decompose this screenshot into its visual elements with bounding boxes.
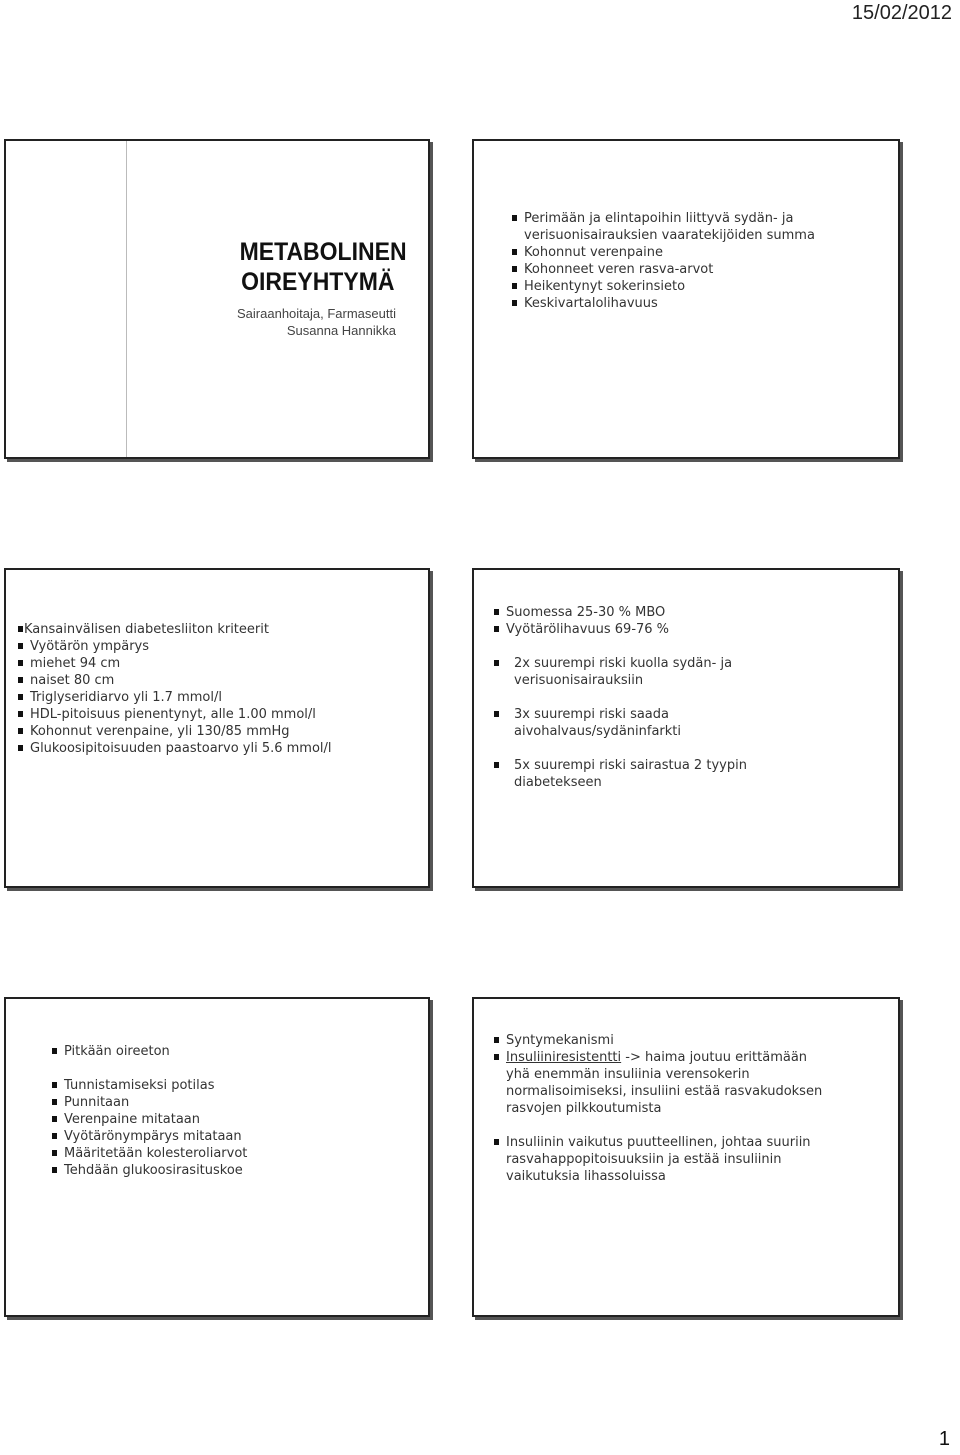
- sub-bullet-list: [492, 1049, 892, 1185]
- slide-4-content: [492, 604, 892, 791]
- sub-bullet-list: [50, 1094, 420, 1179]
- bullet-list: [16, 621, 426, 638]
- title-line-2: OIREYHTYMÄ: [241, 268, 395, 296]
- list-item: Kansainvälisen diabetesliiton kriteerit: [16, 621, 426, 638]
- list-item: naiset 80 cm: [16, 672, 426, 689]
- list-item: [492, 655, 892, 689]
- title-block: [226, 237, 407, 339]
- list-item-text: yhä enemmän insuliinia verensokerin: [506, 1067, 750, 1082]
- list-item-text: Perimään ja elintapoihin liittyvä sydän- ja: [524, 211, 794, 226]
- sub-bullet-list: [16, 638, 426, 655]
- list-item-text: -> haima joutuu erittämään: [621, 1050, 808, 1065]
- slide-6: [472, 997, 900, 1317]
- list-item-text: vaikutuksia lihassoluissa: [506, 1169, 666, 1184]
- list-item: miehet 94 cm: [16, 655, 426, 672]
- bullet-list: [492, 604, 892, 621]
- list-item-text: 2x suurempi riski kuolla sydän- ja: [514, 656, 733, 671]
- list-item-text: diabetekseen: [514, 775, 602, 790]
- slide-4: [472, 568, 900, 888]
- list-item-text: normalisoimiseksi, insuliini estää rasvakudoksen: [506, 1084, 823, 1099]
- list-item: Keskivartalolihavuus: [510, 295, 890, 312]
- list-item: [492, 1049, 892, 1117]
- sub-bullet-list: [492, 621, 892, 791]
- slide-5: [4, 997, 430, 1317]
- slide-2: [472, 139, 900, 459]
- slide-2-content: [510, 210, 890, 312]
- list-item: [510, 210, 890, 244]
- list-item-text: 3x suurempi riski saada: [514, 707, 669, 722]
- slide-5-content: [50, 1043, 420, 1179]
- bullet-list: [492, 1032, 892, 1049]
- list-item-text: Insuliinin vaikutus puutteellinen, johtaa suuriin: [506, 1135, 811, 1150]
- list-item: Suomessa 25-30 % MBO: [492, 604, 892, 621]
- slide-3-content: [16, 621, 426, 757]
- page-number: 1: [938, 1428, 950, 1450]
- list-item: Vyötärönympärys mitataan: [50, 1128, 420, 1145]
- list-item-text: rasvojen pilkkoutumista: [506, 1101, 662, 1116]
- bullet-list: [50, 1043, 420, 1094]
- slide-divider-line: [126, 141, 127, 457]
- slide-title: [239, 237, 407, 297]
- subtitle-line-1: Sairaanhoitaja, Farmaseutti: [237, 306, 396, 321]
- list-item: Kohonnut verenpaine, yli 130/85 mmHg: [16, 723, 426, 740]
- slide-3: [4, 568, 430, 888]
- list-item-text: verisuonisairauksiin: [514, 673, 644, 688]
- list-item: [492, 1134, 892, 1185]
- list-item: Glukoosipitoisuuden paastoarvo yli 5.6 mmol/l: [16, 740, 426, 757]
- list-item: HDL-pitoisuus pienentynyt, alle 1.00 mmol/l: [16, 706, 426, 723]
- list-item: Pitkään oireeton: [50, 1043, 420, 1060]
- slide-6-content: [492, 1032, 892, 1185]
- term-underlined: Insuliiniresistentti: [506, 1050, 622, 1065]
- title-line-1: METABOLINEN: [239, 238, 407, 266]
- list-item-text: 5x suurempi riski sairastua 2 tyypin: [514, 758, 747, 773]
- list-item: [492, 757, 892, 791]
- list-item: Tehdään glukoosirasituskoe: [50, 1162, 420, 1179]
- list-item: Heikentynyt sokerinsieto: [510, 278, 890, 295]
- subtitle-line-2: Susanna Hannikka: [286, 323, 396, 338]
- list-item: Kohonnut verenpaine: [510, 244, 890, 261]
- sub-bullet-list: [510, 244, 890, 312]
- list-item: Kohonneet veren rasva-arvot: [510, 261, 890, 278]
- list-item: Syntymekanismi: [492, 1032, 892, 1049]
- bullet-list: [510, 210, 890, 244]
- list-item: Tunnistamiseksi potilas: [50, 1077, 420, 1094]
- list-item: [492, 706, 892, 740]
- list-item: Vyötärölihavuus 69-76 %: [492, 621, 892, 638]
- list-item-text: verisuonisairauksien vaaratekijöiden summa: [524, 228, 815, 243]
- list-item-text: aivohalvaus/sydäninfarkti: [514, 724, 681, 739]
- slide-subtitle: [226, 305, 396, 339]
- sub-bullet-list: [16, 689, 426, 757]
- list-item: Verenpaine mitataan: [50, 1111, 420, 1128]
- slide-1-title: [4, 139, 430, 459]
- list-item: Vyötärön ympärys: [16, 638, 426, 655]
- list-item: Triglyseridiarvo yli 1.7 mmol/l: [16, 689, 426, 706]
- list-item-text: rasvahappopitoisuuksiin ja estää insuliinin: [506, 1152, 782, 1167]
- sub-sub-bullet-list: [16, 655, 426, 689]
- page-date: 15/02/2012: [851, 2, 952, 24]
- list-item: Punnitaan: [50, 1094, 420, 1111]
- list-item: Määritetään kolesteroliarvot: [50, 1145, 420, 1162]
